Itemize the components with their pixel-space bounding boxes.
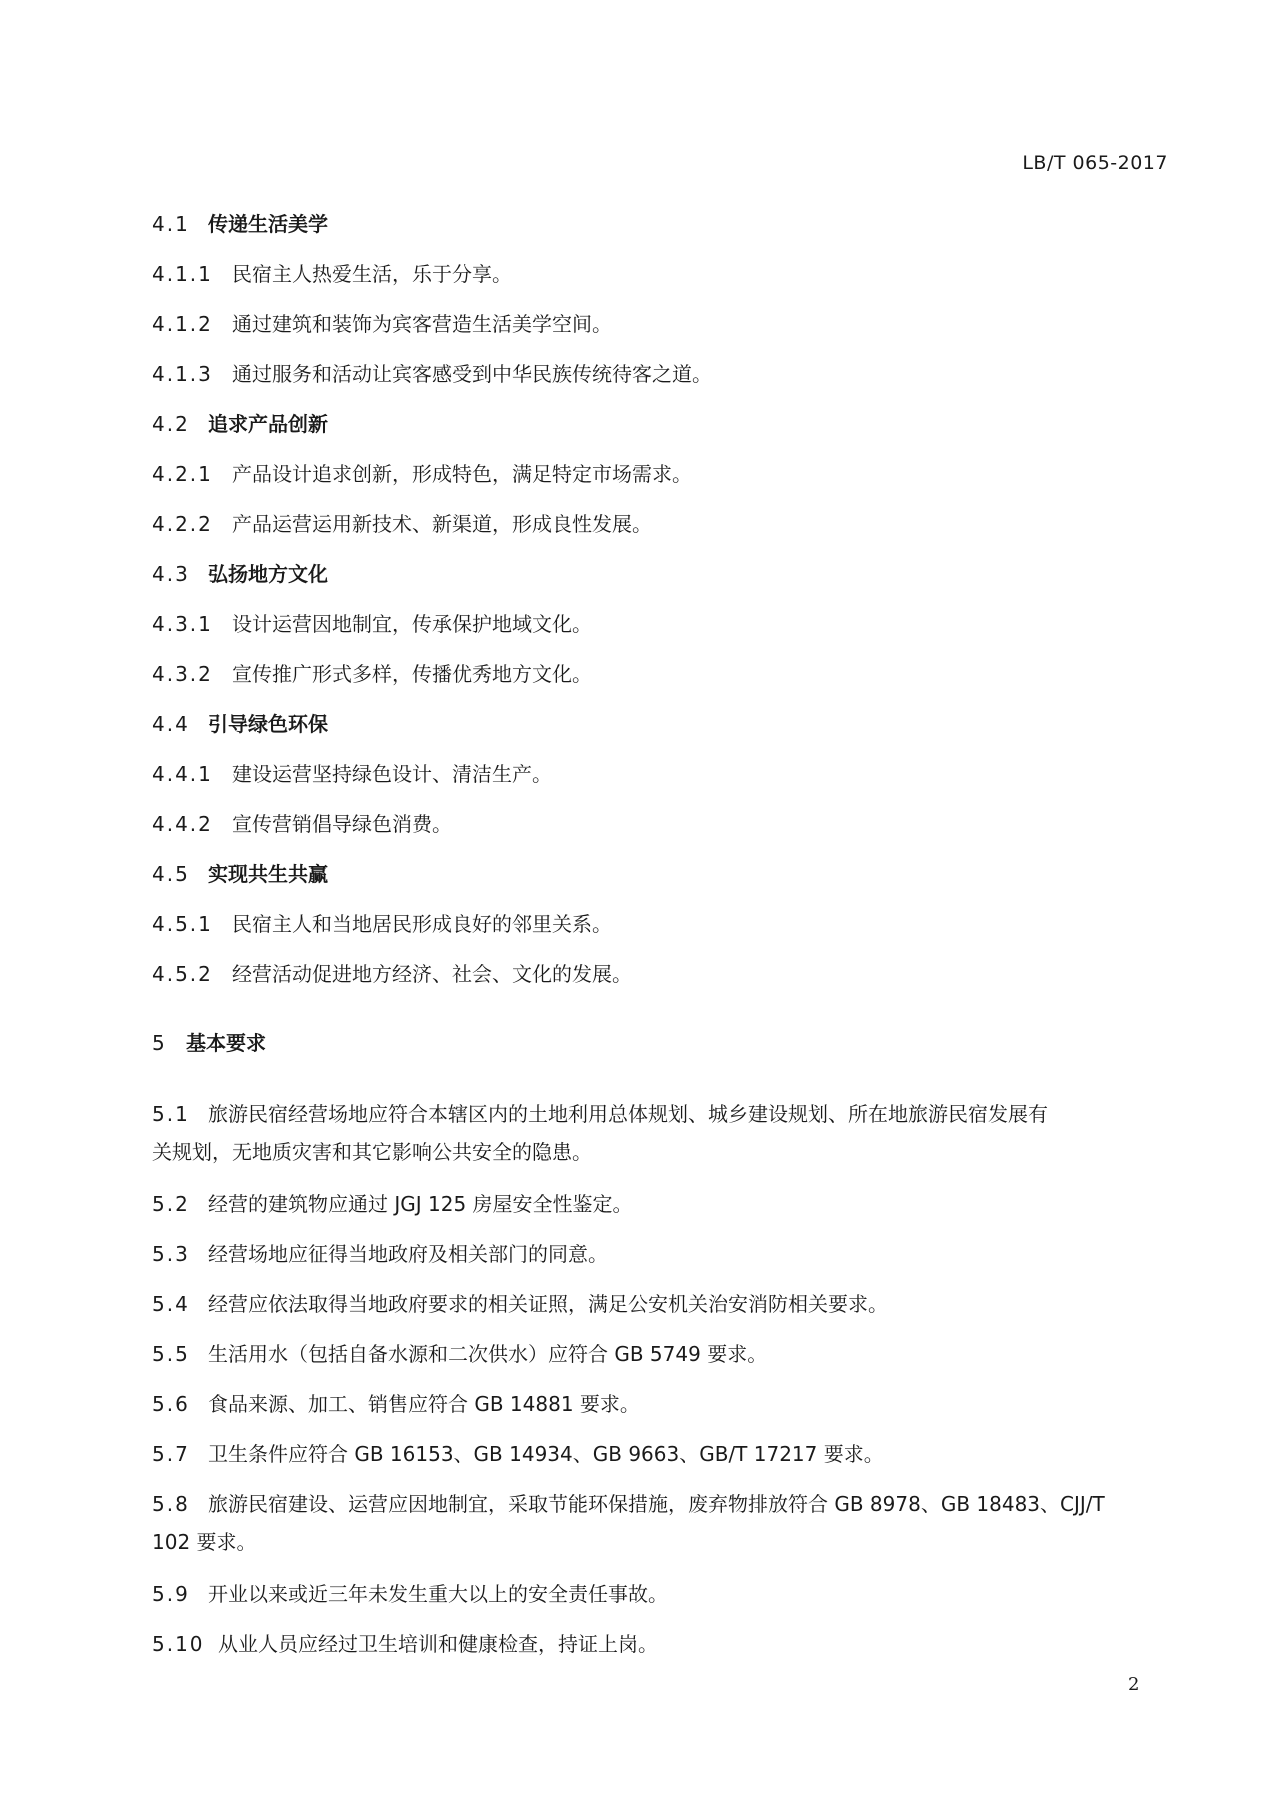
clause-number: 5.4 [152, 1292, 190, 1316]
clause-number: 4.3.2 [152, 662, 213, 686]
clause-item [152, 1096, 1168, 1132]
clause-item [152, 506, 1168, 542]
clause-item [152, 806, 1168, 842]
clause-item [152, 656, 1168, 692]
clause-number: 4.1.3 [152, 362, 213, 386]
clause-item [152, 606, 1168, 642]
clause-item [152, 1336, 1168, 1372]
section-number: 4.2 [152, 412, 190, 436]
clause-text: 经营场地应征得当地政府及相关部门的同意。 [208, 1242, 608, 1266]
clause-text: 经营的建筑物应通过 JGJ 125 房屋安全性鉴定。 [208, 1192, 633, 1216]
section-title: 传递生活美学 [208, 212, 328, 236]
section-title: 引导绿色环保 [208, 712, 328, 736]
clause-item [152, 1286, 1168, 1322]
chapter-number: 5 [152, 1031, 167, 1055]
clause-text: 食品来源、加工、销售应符合 GB 14881 要求。 [208, 1392, 640, 1416]
clause-item [152, 1236, 1168, 1272]
section-title: 追求产品创新 [208, 412, 328, 436]
clause-text: 设计运营因地制宜，传承保护地域文化。 [232, 612, 592, 636]
clause-item [152, 906, 1168, 942]
clause-number: 4.2.2 [152, 512, 213, 536]
section-heading [152, 556, 1168, 592]
clause-number: 5.6 [152, 1392, 190, 1416]
section-number: 4.5 [152, 862, 190, 886]
section-number: 4.1 [152, 212, 190, 236]
clause-text: 建设运营坚持绿色设计、清洁生产。 [232, 762, 552, 786]
clause-text: 卫生条件应符合 GB 16153、GB 14934、GB 9663、GB/T 17217 要求。 [208, 1442, 884, 1466]
clause-number: 4.4.1 [152, 762, 213, 786]
clause-item [152, 956, 1168, 992]
clause-item [152, 356, 1168, 392]
clause-item [152, 256, 1168, 292]
clause-text: 从业人员应经过卫生培训和健康检查，持证上岗。 [218, 1632, 658, 1656]
clause-number: 5.2 [152, 1192, 190, 1216]
clause-number: 4.3.1 [152, 612, 213, 636]
clause-number: 4.1.1 [152, 262, 213, 286]
clause-number: 4.5.2 [152, 962, 213, 986]
clause-text: 开业以来或近三年未发生重大以上的安全责任事故。 [208, 1582, 668, 1606]
section-title: 实现共生共赢 [208, 862, 328, 886]
clause-text: 宣传营销倡导绿色消费。 [232, 812, 452, 836]
clause-number: 4.5.1 [152, 912, 213, 936]
clause-item [152, 456, 1168, 492]
clause-text: 通过服务和活动让宾客感受到中华民族传统待客之道。 [232, 362, 712, 386]
clause-number: 5.10 [152, 1632, 205, 1656]
chapter-heading [152, 1025, 1168, 1061]
clause-item [152, 1186, 1168, 1222]
clause-number: 5.1 [152, 1102, 190, 1126]
clause-item [152, 1436, 1168, 1472]
clause-text: 民宿主人热爱生活，乐于分享。 [232, 262, 512, 286]
clause-item [152, 1576, 1168, 1612]
section-title: 弘扬地方文化 [208, 562, 328, 586]
section-number: 4.3 [152, 562, 190, 586]
clause-number: 5.5 [152, 1342, 190, 1366]
section-heading [152, 206, 1168, 242]
clause-item [152, 306, 1168, 342]
clause-text: 宣传推广形式多样，传播优秀地方文化。 [232, 662, 592, 686]
section-heading [152, 706, 1168, 742]
clause-item [152, 756, 1168, 792]
section-number: 4.4 [152, 712, 190, 736]
section-heading [152, 406, 1168, 442]
clause-text: 民宿主人和当地居民形成良好的邻里关系。 [232, 912, 612, 936]
section-heading [152, 856, 1168, 892]
clause-item [152, 1486, 1168, 1522]
clause-item [152, 1626, 1168, 1662]
clause-number: 4.1.2 [152, 312, 213, 336]
clause-text: 通过建筑和装饰为宾客营造生活美学空间。 [232, 312, 612, 336]
clause-continuation: 关规划，无地质灾害和其它影响公共安全的隐患。 [152, 1140, 592, 1164]
clause-item [152, 1386, 1168, 1422]
clause-number: 5.7 [152, 1442, 190, 1466]
clause-text: 旅游民宿经营场地应符合本辖区内的土地利用总体规划、城乡建设规划、所在地旅游民宿发展有 [208, 1102, 1048, 1126]
clause-text: 经营应依法取得当地政府要求的相关证照，满足公安机关治安消防相关要求。 [208, 1292, 888, 1316]
chapter-title: 基本要求 [186, 1031, 266, 1055]
page-number: 2 [1128, 1674, 1140, 1695]
clause-number: 5.9 [152, 1582, 190, 1606]
clause-text: 经营活动促进地方经济、社会、文化的发展。 [232, 962, 632, 986]
clause-number: 4.4.2 [152, 812, 213, 836]
document-code: LB/T 065-2017 [1022, 152, 1168, 174]
clause-continuation: 102 要求。 [152, 1530, 257, 1554]
clause-number: 5.3 [152, 1242, 190, 1266]
clause-number: 5.8 [152, 1492, 190, 1516]
clause-text: 生活用水（包括自备水源和二次供水）应符合 GB 5749 要求。 [208, 1342, 768, 1366]
clause-text: 产品运营运用新技术、新渠道，形成良性发展。 [232, 512, 652, 536]
clause-number: 4.2.1 [152, 462, 213, 486]
clause-text: 旅游民宿建设、运营应因地制宜，采取节能环保措施，废弃物排放符合 GB 8978、GB 18483、CJJ/T [208, 1492, 1105, 1516]
clause-text: 产品设计追求创新，形成特色，满足特定市场需求。 [232, 462, 692, 486]
